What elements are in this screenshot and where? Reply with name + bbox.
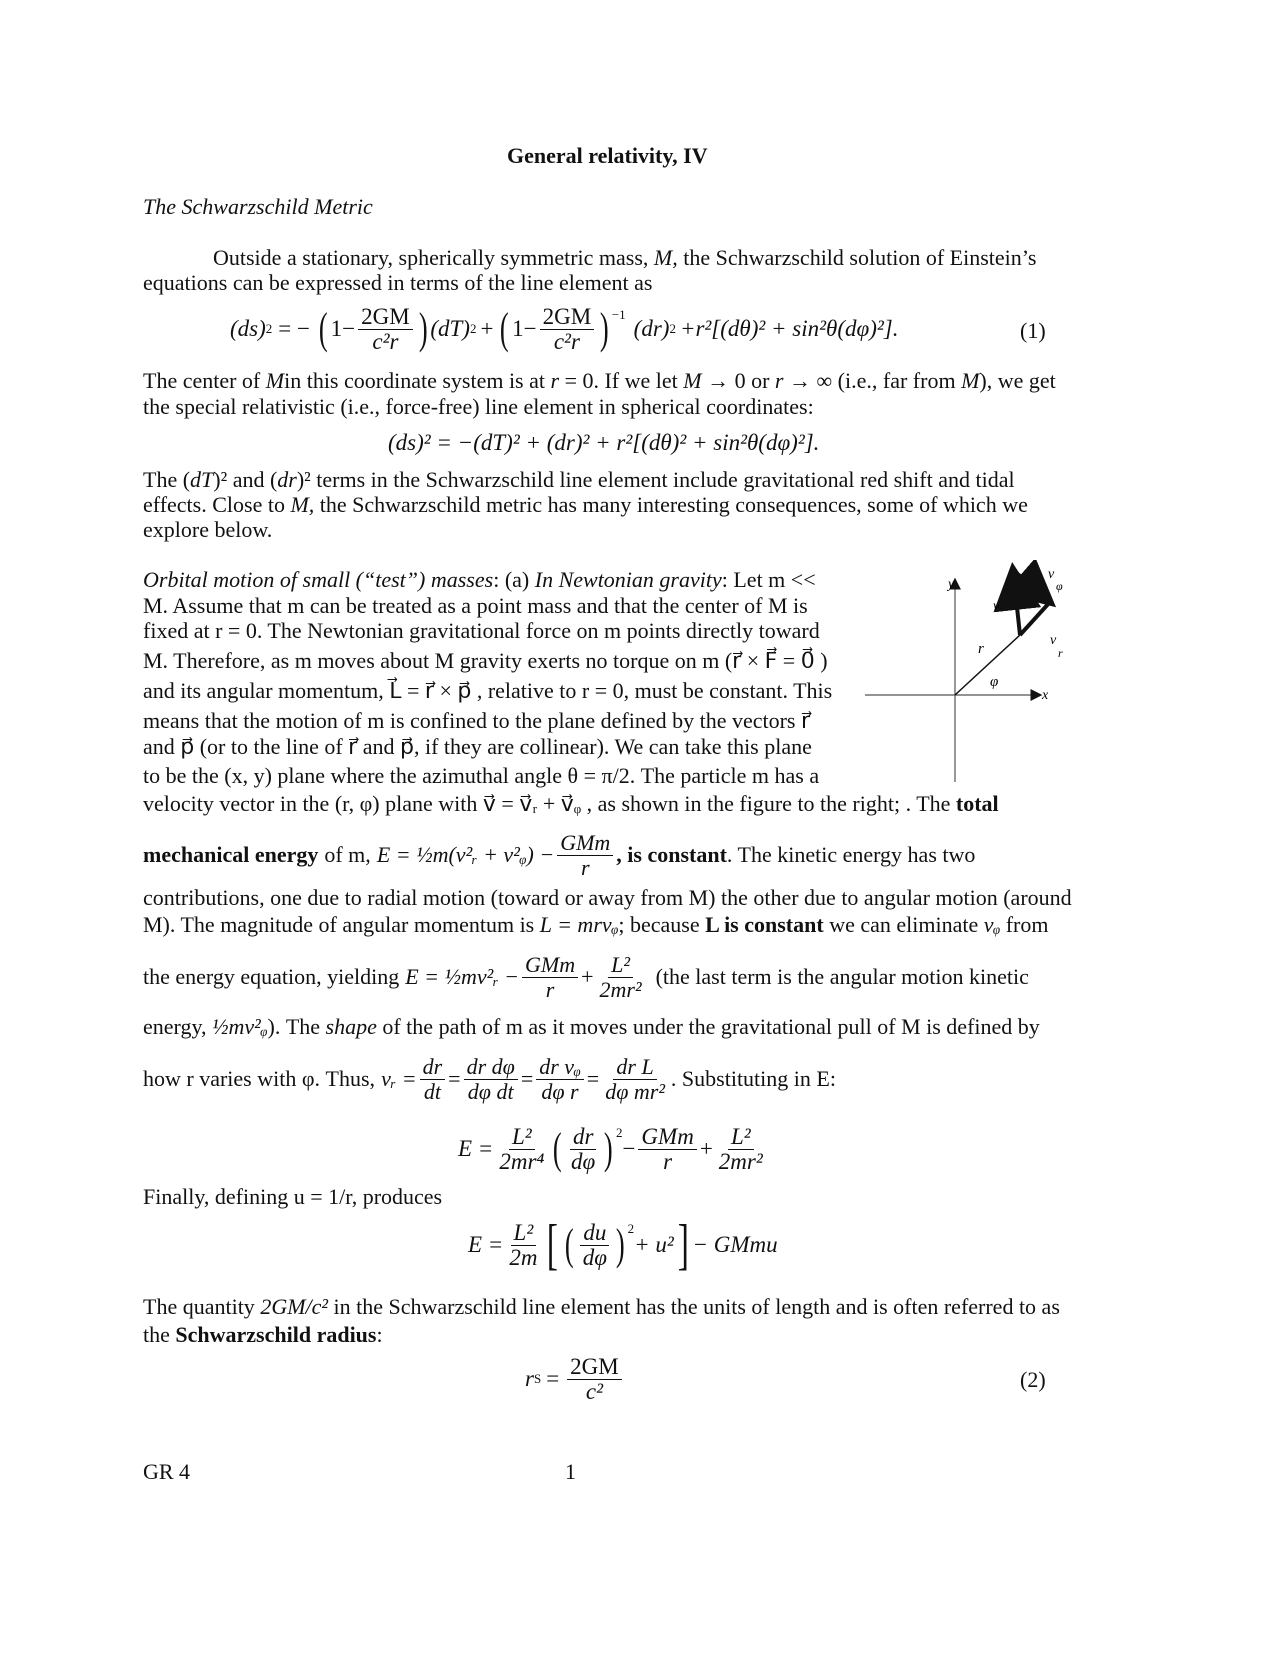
para3-line-2: effects. Close to M, the Schwarzschild metric has many interesting consequences, some of which we (143, 492, 1028, 517)
eq1-angular: +r²[(dθ)² + sin²θ(dφ)²]. (679, 316, 899, 341)
orbital-line: to be the (x, y) plane where the azimuthal angle θ = π/2. The particle m has a (143, 763, 820, 788)
v-label: v⃗ (993, 599, 1011, 614)
intro-line-2: equations can be expressed in terms of the line element as (143, 270, 653, 295)
x-label: x (1042, 688, 1049, 703)
footer-doc-id: GR 4 (143, 1459, 191, 1484)
eq1-dr: (dr) (633, 316, 670, 341)
energy-fraction: $\frac{\text{GMm}}{r}$ (557, 831, 613, 880)
r-label: r (978, 641, 984, 657)
orbital-line: means that the motion of m is confined to the plane defined by the vectors r⃗ (143, 708, 811, 733)
page-number: 1 (565, 1459, 576, 1484)
orbital-line: Let m << (733, 567, 816, 592)
eq1-one-minus-b: 1− (512, 316, 537, 341)
section-heading: The Schwarzschild Metric (143, 194, 373, 219)
eq1-one-minus: 1− (330, 316, 356, 341)
eq1-lhs: (ds) (230, 316, 266, 341)
equation-1: (ds) 2 = − ( 1− $\frac{2GM}{\text{c²r}}$ ) (dT) 2 + ( 1− $\frac{2GM}{\text{c²r}}$ ) $^{-1}$ (dr) 2 +r²[(dθ)² + sin²θ(dφ)²]. (230, 303, 899, 354)
orbital-line: M. Assume that m can be treated as a point mass and that the center of M is (143, 593, 808, 618)
orbital-part-title: In Newtonian gravity (534, 567, 722, 592)
bold-total: total (955, 791, 999, 816)
equation-E-u: E = $\frac{\text{L²}}{2m}$ [ ( $\frac{du}{d\varphi}$ ) $^2$ + u² ] − GMmu (468, 1214, 778, 1276)
orbital-line: fixed at r = 0. The Newtonian gravitational force on m points directly toward (143, 618, 820, 643)
eq1-dT: (dT) (430, 316, 470, 341)
velocity-r-vector (1020, 602, 1050, 635)
bold-is-constant: , is constant (616, 842, 727, 867)
equation-E-r: E = $\frac{\text{L²}}{\text{2mr⁴}}$ ( $\frac{dr}{d\varphi}$ ) $^2$ − $\frac{\text{GMm}}{r}$ + $\frac{\text{L²}}{\text{2mr²}}$ (458, 1123, 763, 1174)
orbital-line: M. Therefore, as m moves about M gravity exerts no torque on m (r⃗ × F⃗ = 0⃗ ) (143, 648, 828, 673)
para2-line-2: the special relativistic (i.e., force-free) line element in spherical coordinates: (143, 394, 814, 419)
intro-text: Outside a stationary, spherically symmetric mass, (213, 245, 649, 270)
orbital-line: and p⃗ (or to the line of r⃗ and p⃗, if they are collinear). We can take this plane (143, 734, 812, 759)
velocity-vector (1013, 570, 1020, 635)
energy-equation: E = ½m(v²ᵣ + v²ᵩ) − (376, 842, 555, 867)
para2-line-1: The center of Min this coordinate system is at r = 0. If we let M → 0 or r → ∞ (i.e., far from M), we get (143, 368, 1056, 393)
vphi-label: v⃗ (1048, 567, 1066, 582)
equation-2-label: (2) (1020, 1367, 1046, 1392)
equation-2: r S = $\frac{2GM}{\text{c²}}$ (525, 1350, 625, 1408)
y-label: y (948, 577, 955, 592)
para3-line-3: explore below. (143, 517, 273, 542)
eq1-fraction-a: $\frac{2GM}{\text{c²r}}$ (358, 305, 413, 354)
contrib-line-2: M). The magnitude of angular momentum is L = mrvᵩ; because L is constant we can eliminate vᵩ from (143, 912, 1049, 937)
orbital-line: and its angular momentum, L⃗ = r⃗ × p⃗ , relative to r = 0, must be constant. This (143, 678, 833, 703)
velocity-diagram (860, 560, 1090, 790)
vr-line: how r varies with φ. Thus, vᵣ = $\frac{dr}{dt}$ = $\frac{\text{dr dφ}}{\text{dφ dt}}$ = $\frac{\text{dr vᵩ}}{\text{dφ r}}$ = $\frac{\text{dr L}}{\text{dφ mr²}}$ . Substituting in E: (143, 1053, 836, 1104)
vr-label: v⃗ (1050, 633, 1068, 648)
bold-mechanical-energy: mechanical energy (143, 842, 319, 867)
para3-line-1: The (dT)² and (dr)² terms in the Schwarzschild line element include gravitational red shift and tidal (143, 467, 1015, 492)
vphi-subscript: φ (1056, 579, 1063, 593)
energy3-line: energy, ½mv²ᵩ). The shape of the path of m as it moves under the gravitational pull of M is defined by (143, 1014, 1040, 1039)
page-title: General relativity, IV (507, 143, 708, 168)
energy2-line: the energy equation, yielding E = ½mv²ᵣ − $\frac{\text{GMm}}{r}$ + $\frac{\text{L²}}{\text{2mr²}}$ (the last term is the angular motion kinetic (143, 951, 1029, 1002)
bold-L-constant: L is constant (705, 912, 824, 937)
equation-special-relativity: (ds)² = −(dT)² + (dr)² + r²[(dθ)² + sin²θ(dφ)²]. (388, 430, 820, 455)
quantity-line-1: The quantity 2GM/c² in the Schwarzschild line element has the units of length and is often referred to as (143, 1294, 1060, 1319)
quantity-line-2: the Schwarzschild radius: (143, 1322, 383, 1347)
energy-line: mechanical energy of m, E = ½m(v²ᵣ + v²ᵩ) − $\frac{\text{GMm}}{r}$ , is constant . The kinetic energy has two (143, 829, 976, 880)
radius-vector (955, 635, 1020, 695)
orbital-part-label: (a) (504, 567, 530, 592)
velocity-phi-vector (1013, 570, 1050, 602)
equation-1-label: (1) (1020, 318, 1046, 343)
intro-line-1 (213, 245, 1036, 271)
bold-schwarzschild-radius: Schwarzschild radius (175, 1322, 377, 1347)
orbital-line-last: velocity vector in the (r, φ) plane with v⃗ = v⃗ᵣ + v⃗ᵩ , as shown in the figure to the right; . The total (143, 791, 999, 816)
eq1-fraction-b: $\frac{2GM}{\text{c²r}}$ (540, 305, 595, 354)
orbital-heading-line: Orbital motion of small (“test”) masses: (a) In Newtonian gravity: Let m << (143, 567, 816, 592)
intro-mass-symbol: M, (653, 245, 678, 270)
contrib-line-1: contributions, one due to radial motion (toward or away from M) the other due to angular motion (around (143, 885, 1072, 910)
vr-subscript: r (1058, 646, 1063, 660)
phi-label: φ (990, 674, 999, 690)
intro-text-end: the Schwarzschild solution of Einstein’s (683, 245, 1037, 270)
finally-line: Finally, defining u = 1/r, produces (143, 1184, 443, 1209)
orbital-heading: Orbital motion of small (“test”) masses (143, 567, 494, 592)
